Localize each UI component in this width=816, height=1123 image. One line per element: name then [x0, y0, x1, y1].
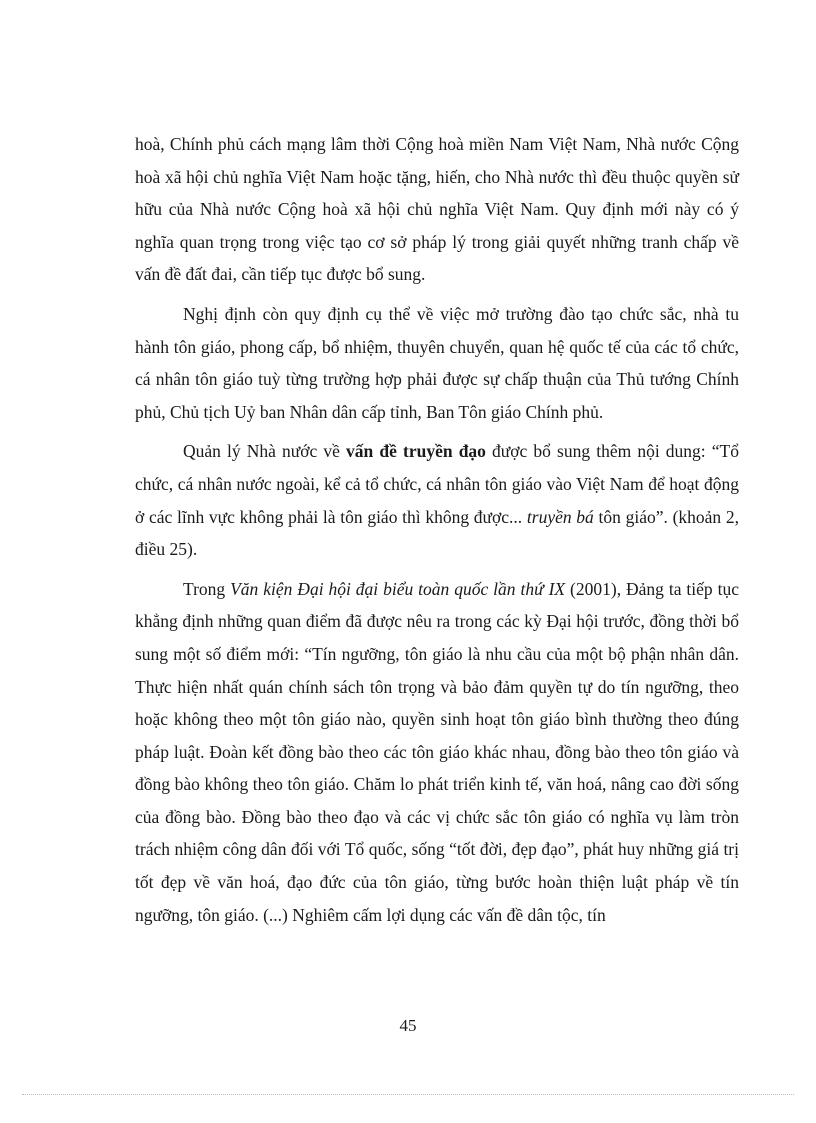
paragraph-3 — [135, 435, 739, 565]
italic-phrase: truyền bá — [526, 506, 594, 527]
paragraph-4 — [135, 573, 739, 932]
paragraph-1: hoà, Chính phủ cách mạng lâm thời Cộng hoà miền Nam Việt Nam, Nhà nước Cộng hoà xã hội chủ nghĩa Việt Nam hoặc tặng, hiến, cho Nhà nước thì đều thuộc quyền sử hữu của Nhà nước Cộng hoà xã hội chủ nghĩa Việt Nam. Quy định mới này có ý nghĩa quan trọng trong việc tạo cơ sở pháp lý trong giải quyết những tranh chấp về vấn đề đất đai, cần tiếp tục được bổ sung. — [135, 134, 739, 285]
paragraph-4-text-end: (2001), Đảng ta tiếp tục khẳng định những quan điểm đã được nêu ra trong các kỳ Đại hội trước, đồng thời bổ sung một số điểm mới: “Tín ngưỡng, tôn giáo là nhu cầu của một bộ phận nhân dân. Thực hiện nhất quán chính sách tôn trọng và bảo đảm quyền tự do tín ngưỡng, theo hoặc không theo một tôn giáo nào, quyền sinh hoạt tôn giáo bình thường theo đúng pháp luật. Đoàn kết đồng bào theo các tôn giáo khác nhau, đồng bào theo tôn giáo và đồng bào không theo tôn giáo. Chăm lo phát triển kinh tế, văn hoá, nâng cao đời sống của đồng bào. Đồng bào theo đạo và các vị chức sắc tôn giáo có nghĩa vụ làm tròn trách nhiệm công dân đối với Tổ quốc, sống “tốt đời, đẹp đạo”, phát huy những giá trị tốt đẹp về văn hoá, đạo đức của tôn giáo, từng bước hoàn thiện luật pháp về tín ngưỡng, tôn giáo. (...) Nghiêm cấm lợi dụng các vấn đề dân tộc, tín — [135, 578, 739, 925]
bold-phrase: vấn đề truyền đạo — [346, 441, 486, 462]
paragraph-3-text-start: Quản lý Nhà nước về — [183, 441, 347, 462]
paragraph-3-text-middle: được bổ sung thêm nội dung: “Tổ chức, cá nhân nước ngoài, kể cả tổ chức, cá nhân tôn giáo vào Việt Nam để hoạt động ở các lĩnh vực không phải là tôn giáo thì không được... — [135, 441, 739, 527]
document-body — [135, 128, 739, 931]
page-number: 45 — [399, 1016, 417, 1035]
paragraph-2: Nghị định còn quy định cụ thể về việc mở trường đào tạo chức sắc, nhà tu hành tôn giáo, phong cấp, bổ nhiệm, thuyên chuyển, quan hệ quốc tế của các tổ chức, cá nhân tôn giáo tuỳ từng trường hợp phải được sự chấp thuận của Thủ tướng Chính phủ, Chủ tịch Uỷ ban Nhân dân cấp tỉnh, Ban Tôn giáo Chính phủ. — [135, 303, 739, 422]
paragraph-4-text-start: Trong — [183, 578, 231, 599]
paragraph-3-text-end: tôn giáo”. (khoản 2, điều 25). — [135, 506, 739, 560]
document-title-italic: Văn kiện Đại hội đại biểu toàn quốc lần thứ IX — [230, 578, 566, 599]
footer-divider — [22, 1094, 794, 1095]
